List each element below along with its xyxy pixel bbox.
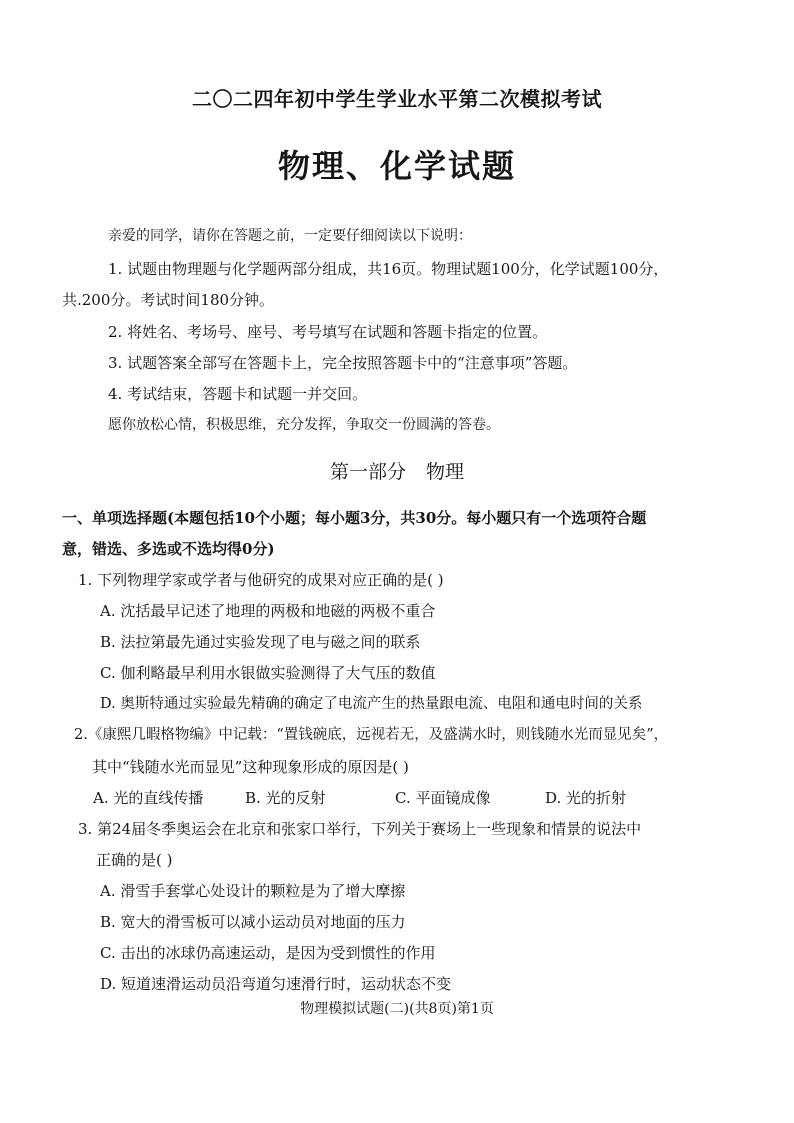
question-2-option-c: C. 平面镜成像 xyxy=(395,789,491,807)
exam-title: 二〇二四年初中学生学业水平第二次模拟考试 xyxy=(192,87,602,111)
page-footer: 物理模拟试题(二)(共8页)第1页 xyxy=(300,1001,494,1017)
part-label: 第一部分 xyxy=(329,461,406,483)
question-2-option-b: B. 光的反射 xyxy=(245,789,326,807)
question-3-option-a: A. 滑雪手套掌心处设计的颗粒是为了增大摩擦 xyxy=(100,882,406,900)
question-3-stem-line-2: 正确的是( ) xyxy=(96,851,173,869)
section-heading-line-1: 一、单项选择题(本题包括10个小题；每小题3分，共30分。每小题只有一个选项符合题 xyxy=(62,509,647,527)
question-3-stem-line-1: 3. 第24届冬季奥运会在北京和张家口举行，下列关于赛场上一些现象和情景的说法中 xyxy=(78,820,642,838)
section-heading-line-2: 意，错选、多选或不选均得0分) xyxy=(62,540,275,558)
question-2-option-d: D. 光的折射 xyxy=(545,789,627,807)
question-3-option-d: D. 短道速滑运动员沿弯道匀速滑行时，运动状态不变 xyxy=(100,975,452,993)
instructions-wish: 愿你放松心情，积极思维，充分发挥，争取交一份圆满的答卷。 xyxy=(108,417,500,433)
question-1-stem: 1. 下列物理学家或学者与他研究的成果对应正确的是( ) xyxy=(78,571,444,589)
question-1-option-d: D. 奥斯特通过实验最先精确的确定了电流产生的热量跟电流、电阻和通电时间的关系 xyxy=(100,696,643,712)
question-3-option-c: C. 击出的冰球仍高速运动，是因为受到惯性的作用 xyxy=(100,944,436,962)
instruction-item-2: 2. 将姓名、考场号、座号、考号填写在试题和答题卡指定的位置。 xyxy=(108,323,548,341)
part-title xyxy=(0,460,794,484)
instruction-item-1-line-1: 1. 试题由物理题与化学题两部分组成，共16页。物理试题100分，化学试题100分， xyxy=(108,260,669,278)
question-1-option-b: B. 法拉第最先通过实验发现了电与磁之间的联系 xyxy=(100,633,421,651)
question-2-stem-line-1: 2.《康熙几暇格物编》中记载：“置钱碗底，远视若无，及盛满水时，则钱随水光而显见矣”， xyxy=(74,727,669,743)
instruction-item-3: 3. 试题答案全部写在答题卡上，完全按照答题卡中的“注意事项”答题。 xyxy=(108,354,578,372)
subject-title: 物理、化学试题 xyxy=(277,147,516,185)
question-2-option-a: A. 光的直线传播 xyxy=(93,789,204,807)
instructions-greeting: 亲爱的同学，请你在答题之前，一定要仔细阅读以下说明： xyxy=(108,228,472,244)
question-2-stem-line-2: 其中“钱随水光而显见”这种现象形成的原因是( ) xyxy=(92,758,409,776)
question-2-options xyxy=(93,788,713,808)
instruction-item-1-line-2: 共.200分。考试时间180分钟。 xyxy=(62,291,275,309)
instruction-item-4: 4. 考试结束，答题卡和试题一并交回。 xyxy=(108,385,368,403)
question-1-option-a: A. 沈括最早记述了地理的两极和地磁的两极不重合 xyxy=(100,602,436,620)
question-3-option-b: B. 宽大的滑雪板可以减小运动员对地面的压力 xyxy=(100,913,406,931)
question-1-option-c: C. 伽利略最早利用水银做实验测得了大气压的数值 xyxy=(100,664,436,682)
part-name: 物理 xyxy=(426,461,465,483)
